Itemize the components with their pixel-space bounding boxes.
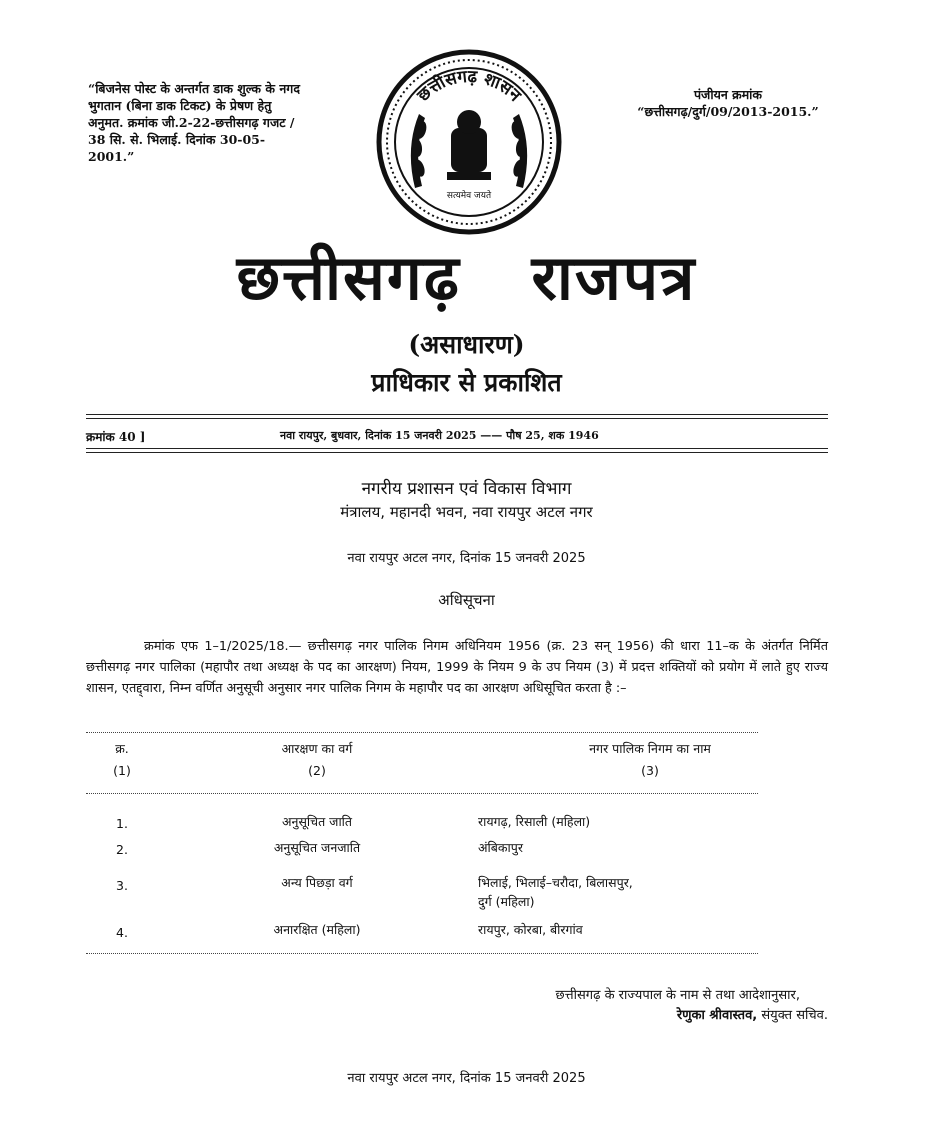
- state-emblem-seal: [375, 48, 563, 236]
- notification-body: क्रमांक एफ 1–1/2025/18.— छत्तीसगढ़ नगर पालिक निगम अधिनियम 1956 (क्र. 23 सन् 1956) की धारा 11–क के अंतर्गत निर्मित छत्तीसगढ़ नगर पालिका (महापौर तथा अध्यक्ष के पद का आरक्षण) नियम, 1999 के नियम 9 के उप नियम (3) में प्रदत्त शक्तियों को प्रयोग में लाते हुए राज्य शासन, एतद्द्वारा, निम्न वर्णित अनुसूची अनुसार नगर पालिक निगम के महापौर पद का आरक्षण अधिसूचित करता है :–: [86, 639, 828, 696]
- table-row-3-no: 3.: [116, 878, 128, 893]
- table-top-rule: [86, 732, 758, 733]
- table-row-4-no: 4.: [116, 925, 128, 940]
- issue-date: नवा रायपुर, बुधवार, दिनांक 15 जनवरी 2025 —— पौष 25, शक 1946: [280, 429, 599, 442]
- table-row-4-category: अनारक्षित (महिला): [273, 922, 361, 937]
- table-row-1-corporation: रायगढ़, रिसाली (महिला): [478, 814, 591, 829]
- table-row-3-corporation: भिलाई, भिलाई–चरौदा, बिलासपुर,: [478, 875, 633, 890]
- table-header-category: आरक्षण का वर्ग: [281, 741, 353, 756]
- table-bottom-rule: [86, 953, 758, 954]
- signatory-name: रेणुका श्रीवास्तव,: [676, 1008, 758, 1023]
- notification-heading: अधिसूचना: [438, 591, 495, 609]
- top-double-rule-1: [86, 414, 828, 415]
- table-row-4-corporation: रायपुर, कोरबा, बीरगांव: [478, 922, 583, 937]
- table-row-2-no: 2.: [116, 842, 128, 857]
- registration-block: [598, 86, 858, 120]
- emblem-arc-text: छत्तीसगढ़ शासन: [413, 66, 525, 106]
- table-header-rule: [86, 793, 758, 794]
- svg-text:छत्तीसगढ़ शासन: [413, 67, 525, 107]
- table-row-3-corporation-cont: दुर्ग (महिला): [478, 894, 535, 909]
- bottom-double-rule-1: [86, 448, 828, 449]
- notice-date: नवा रायपुर अटल नगर, दिनांक 15 जनवरी 2025: [347, 551, 586, 566]
- registration-label: पंजीयन क्रमांक: [693, 87, 763, 102]
- department-name: नगरीय प्रशासन एवं विकास विभाग: [361, 479, 572, 499]
- top-double-rule-2: [86, 418, 828, 419]
- table-row-2-category: अनुसूचित जनजाति: [273, 840, 361, 855]
- table-header-num-3: (3): [641, 763, 659, 778]
- extraordinary-label: (असाधारण): [408, 330, 525, 359]
- table-row-2-corporation: अंबिकापुर: [478, 840, 523, 855]
- emblem-motto: सत्यमेव जयते: [446, 191, 492, 201]
- bottom-double-rule-2: [86, 452, 828, 453]
- signatory-designation: संयुक्त सचिव.: [757, 1008, 828, 1023]
- table-header-no: क्र.: [115, 741, 129, 756]
- issue-number: क्रमांक 40 ]: [86, 430, 146, 444]
- ministry-address: मंत्रालय, महानदी भवन, नवा रायपुर अटल नगर: [340, 503, 593, 521]
- registration-number: “छत्तीसगढ़/दुर्ग/09/2013-2015.”: [637, 104, 819, 119]
- table-header-num-2: (2): [308, 763, 326, 778]
- table-header-corporation: नगर पालिक निगम का नाम: [589, 741, 711, 756]
- table-row-3-category: अन्य पिछड़ा वर्ग: [281, 875, 353, 890]
- footer-date: नवा रायपुर अटल नगर, दिनांक 15 जनवरी 2025: [347, 1071, 586, 1086]
- signature-block: [420, 1005, 828, 1023]
- table-row-1-category: अनुसूचित जाति: [281, 814, 353, 829]
- postal-permit-note: “बिजनेस पोस्ट के अन्तर्गत डाक शुल्क के नगद भुगतान (बिना डाक टिकट) के प्रेषण हेतु अनुमत. क्रमांक जी.2-22-छत्तीसगढ़ गजट / 38 सि. से. भिलाई. दिनांक 30-05-2001.”: [88, 81, 300, 164]
- authority-label: प्राधिकार से प्रकाशित: [371, 368, 562, 397]
- gazette-title: छत्तीसगढ़ राजपत्र: [236, 241, 697, 314]
- table-row-1-no: 1.: [116, 816, 128, 831]
- table-header-num-1: (1): [113, 763, 131, 778]
- signature-authority-line: छत्तीसगढ़ के राज्यपाल के नाम से तथा आदेशानुसार,: [555, 988, 800, 1003]
